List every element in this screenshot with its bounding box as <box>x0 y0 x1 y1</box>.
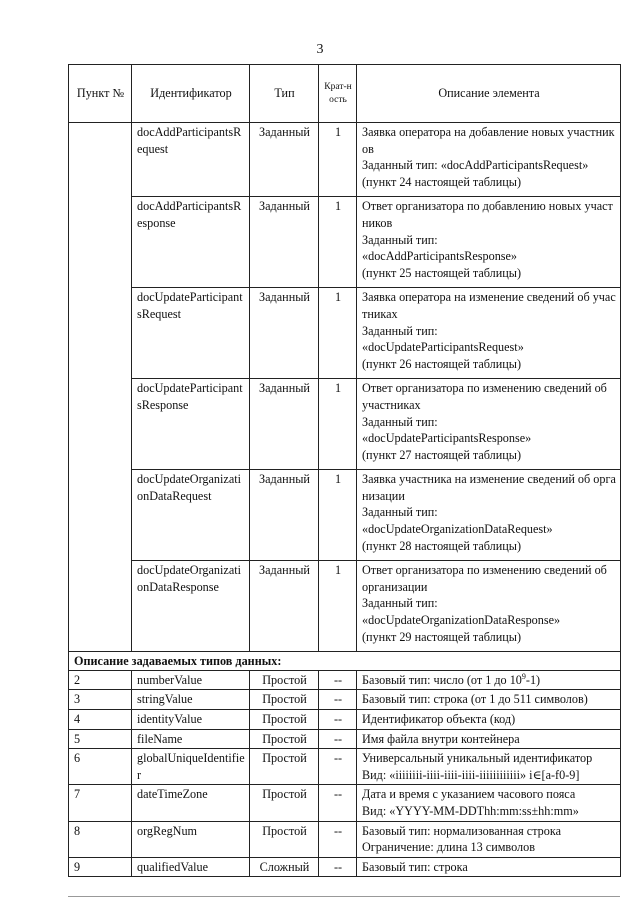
description-line: (пункт 26 настоящей таблицы) <box>362 356 522 371</box>
description-line <box>362 750 616 767</box>
description-text: Ограничение: длина 13 символов <box>362 840 535 855</box>
description-line <box>362 731 616 748</box>
description-cell <box>357 379 621 470</box>
multiplicity-cell: 1 <box>319 288 357 379</box>
description-line: «docUpdateOrganizationDataResponse» <box>362 613 561 628</box>
identifier-cell: docUpdateOrganizationDataRequest <box>132 470 250 561</box>
description-cell <box>357 857 621 877</box>
table-row <box>69 749 621 785</box>
type-cell: Заданный <box>250 123 319 197</box>
identifier-cell: docAddParticipantsResponse <box>132 197 250 288</box>
multiplicity-cell: 1 <box>319 470 357 561</box>
type-cell: Заданный <box>250 470 319 561</box>
description-line: Заданный тип: <box>362 596 438 611</box>
description-line <box>362 823 616 840</box>
description-line: «docAddParticipantsResponse» <box>362 249 518 264</box>
identifier-cell: docUpdateParticipantsResponse <box>132 379 250 470</box>
section-heading: Описание задаваемых типов данных: <box>69 652 621 671</box>
table-body <box>69 123 621 877</box>
type-cell: Заданный <box>250 288 319 379</box>
description-line: Заявка участника на изменение сведений об организации <box>362 472 616 503</box>
table-row <box>69 670 621 690</box>
multiplicity-cell: -- <box>319 857 357 877</box>
description-line: Ответ организатора по изменению сведений об участниках <box>362 381 607 412</box>
table-row <box>69 123 621 197</box>
multiplicity-cell: 1 <box>319 197 357 288</box>
table-header <box>69 65 621 123</box>
type-cell: Простой <box>250 821 319 857</box>
type-cell: Простой <box>250 690 319 710</box>
description-line: Ответ организатора по изменению сведений об организации <box>362 563 607 594</box>
description-line: Заданный тип: <box>362 505 438 520</box>
description-line <box>362 672 616 689</box>
exponent: 9 <box>521 671 526 681</box>
description-cell <box>357 729 621 749</box>
description-line: (пункт 27 настоящей таблицы) <box>362 447 522 462</box>
description-line <box>362 691 616 708</box>
description-text: Дата и время с указанием часового пояса <box>362 787 576 802</box>
item-number-cell: 6 <box>69 749 132 785</box>
identifier-cell: docUpdateOrganizationDataResponse <box>132 561 250 652</box>
description-cell <box>357 785 621 821</box>
description-cell <box>357 690 621 710</box>
page-bottom-rule <box>68 896 620 897</box>
header-description: Описание элемента <box>357 65 621 123</box>
description-line: Заявка оператора на добавление новых участников <box>362 125 615 156</box>
description-line: Заявка оператора на изменение сведений об участниках <box>362 290 616 321</box>
description-line: Ответ организатора по добавлению новых участников <box>362 199 613 230</box>
item-number-cell: 5 <box>69 729 132 749</box>
description-text: Базовый тип: число (от 1 до 10 <box>362 672 522 687</box>
description-line: (пункт 25 настоящей таблицы) <box>362 265 522 280</box>
item-number-cell: 8 <box>69 821 132 857</box>
table-row <box>69 561 621 652</box>
identifier-cell: numberValue <box>132 670 250 690</box>
identifier-cell: orgRegNum <box>132 821 250 857</box>
description-line <box>362 839 616 856</box>
section-heading-row <box>69 652 621 671</box>
description-line: Заданный тип: <box>362 323 438 338</box>
elements-table <box>68 64 621 877</box>
item-number-cell: 9 <box>69 857 132 877</box>
multiplicity-cell: -- <box>319 710 357 730</box>
description-cell <box>357 288 621 379</box>
description-line <box>362 711 616 728</box>
type-cell: Заданный <box>250 379 319 470</box>
multiplicity-cell: -- <box>319 690 357 710</box>
type-cell: Простой <box>250 710 319 730</box>
item-number-cell: 7 <box>69 785 132 821</box>
multiplicity-cell: 1 <box>319 379 357 470</box>
table-row <box>69 197 621 288</box>
description-cell <box>357 197 621 288</box>
identifier-cell: dateTimeZone <box>132 785 250 821</box>
description-cell <box>357 123 621 197</box>
description-line: «docUpdateParticipantsResponse» <box>362 431 532 446</box>
description-line <box>362 767 616 784</box>
multiplicity-cell: -- <box>319 785 357 821</box>
table-row <box>69 288 621 379</box>
item-number-cell-empty <box>69 123 132 652</box>
type-cell: Простой <box>250 729 319 749</box>
description-cell <box>357 670 621 690</box>
description-line: Заданный тип: «docAddParticipantsRequest» <box>362 158 589 173</box>
description-line: Заданный тип: <box>362 414 438 429</box>
description-cell <box>357 821 621 857</box>
description-text: Идентификатор объекта (код) <box>362 712 516 726</box>
table-row <box>69 729 621 749</box>
table-row <box>69 821 621 857</box>
header-identifier: Идентификатор <box>132 65 250 123</box>
type-cell: Сложный <box>250 857 319 877</box>
multiplicity-cell: -- <box>319 729 357 749</box>
description-cell <box>357 470 621 561</box>
multiplicity-cell: -- <box>319 821 357 857</box>
description-text: Имя файла внутри контейнера <box>362 731 520 746</box>
description-line <box>362 786 616 803</box>
identifier-cell: fileName <box>132 729 250 749</box>
item-number-cell: 2 <box>69 670 132 690</box>
type-cell: Заданный <box>250 197 319 288</box>
type-cell: Простой <box>250 670 319 690</box>
description-text: Универсальный уникальный идентификатор <box>362 751 593 766</box>
header-type: Тип <box>250 65 319 123</box>
description-cell <box>357 749 621 785</box>
identifier-cell: globalUniqueIdentifier <box>132 749 250 785</box>
item-number-cell: 3 <box>69 690 132 710</box>
description-cell <box>357 710 621 730</box>
description-line: (пункт 24 настоящей таблицы) <box>362 174 522 189</box>
identifier-cell: docAddParticipantsRequest <box>132 123 250 197</box>
multiplicity-cell: -- <box>319 749 357 785</box>
description-line: (пункт 29 настоящей таблицы) <box>362 629 522 644</box>
description-line <box>362 803 616 820</box>
identifier-cell: identityValue <box>132 710 250 730</box>
type-cell: Заданный <box>250 561 319 652</box>
item-number-cell: 4 <box>69 710 132 730</box>
table-row <box>69 785 621 821</box>
table-row <box>69 710 621 730</box>
description-text: Базовый тип: строка <box>362 859 468 874</box>
header-multiplicity: Крат-ность <box>319 65 357 123</box>
description-line: Заданный тип: <box>362 232 438 247</box>
page-number: 3 <box>316 42 324 57</box>
table-row <box>69 857 621 877</box>
multiplicity-cell: -- <box>319 670 357 690</box>
multiplicity-cell: 1 <box>319 561 357 652</box>
identifier-cell: qualifiedValue <box>132 857 250 877</box>
table-row <box>69 470 621 561</box>
description-line: «docUpdateOrganizationDataRequest» <box>362 522 553 537</box>
header-item-number: Пункт № <box>69 65 132 123</box>
description-text: Базовый тип: строка (от 1 до 511 символов) <box>362 692 588 707</box>
table-row <box>69 379 621 470</box>
description-text: Вид: «YYYY-MM-DDThh:mm:ss±hh:mm» <box>362 803 579 818</box>
identifier-cell: docUpdateParticipantsRequest <box>132 288 250 379</box>
description-text: Вид: «iiiiiiii-iiii-iiii-iiii-iiiiiiiiiiii» i∈[a-f0-9] <box>362 767 580 782</box>
description-tail: -1) <box>525 672 541 687</box>
description-line: «docUpdateParticipantsRequest» <box>362 340 524 355</box>
description-line <box>362 859 616 876</box>
type-cell: Простой <box>250 785 319 821</box>
table-row <box>69 690 621 710</box>
type-cell: Простой <box>250 749 319 785</box>
description-text: Базовый тип: нормализованная строка <box>362 823 561 838</box>
identifier-cell: stringValue <box>132 690 250 710</box>
multiplicity-cell: 1 <box>319 123 357 197</box>
description-line: (пункт 28 настоящей таблицы) <box>362 538 522 553</box>
description-cell <box>357 561 621 652</box>
